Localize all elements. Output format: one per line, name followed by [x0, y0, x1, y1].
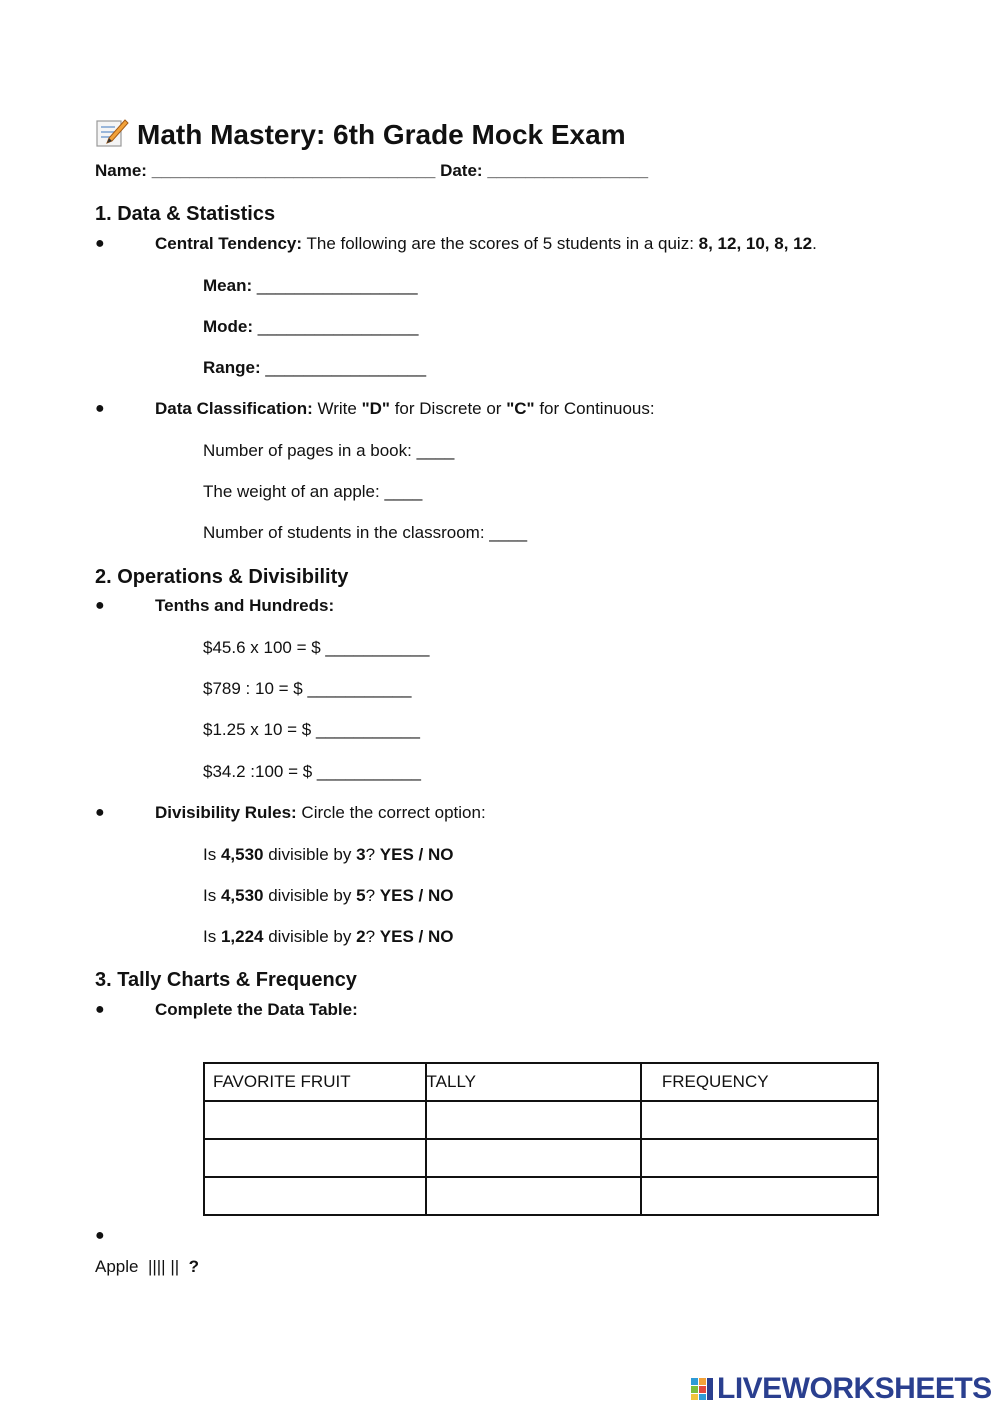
memo-icon — [95, 118, 129, 148]
table-instruction: Complete the Data Table: — [155, 1000, 358, 1019]
name-label: Name: — [95, 161, 147, 180]
table-cell[interactable] — [641, 1139, 878, 1177]
column-header-fruit: FAVORITE FRUIT — [204, 1063, 426, 1101]
table-cell[interactable] — [426, 1139, 641, 1177]
date-field[interactable]: _________________ — [487, 161, 649, 180]
table-cell[interactable] — [204, 1101, 426, 1139]
table-cell[interactable] — [426, 1177, 641, 1215]
divisibility-item[interactable]: Is 4,530 divisible by 3? YES / NO — [203, 845, 454, 864]
column-header-frequency: FREQUENCY — [641, 1063, 878, 1101]
tenths-hundreds-label: Tenths and Hundreds: — [155, 596, 335, 615]
table-row — [204, 1177, 878, 1215]
liveworksheets-logo-icon — [690, 1377, 714, 1401]
operation-item[interactable]: $789 : 10 = $ ___________ — [203, 679, 412, 698]
range-item[interactable]: Range: _________________ — [203, 358, 427, 377]
operation-item[interactable]: $34.2 :100 = $ ___________ — [203, 762, 421, 781]
central-tendency-question: Central Tendency: The following are the scores of 5 students in a quiz: 8, 12, 10, 8, 12. — [155, 234, 817, 253]
bullet: ● — [95, 400, 105, 417]
mean-item[interactable]: Mean: _________________ — [203, 276, 418, 295]
divisibility-question: Divisibility Rules: Circle the correct option: — [155, 803, 486, 822]
divisibility-item[interactable]: Is 4,530 divisible by 5? YES / NO — [203, 886, 454, 905]
data-classification-question: Data Classification: Write "D" for Discrete or "C" for Continuous: — [155, 399, 655, 418]
classification-item[interactable]: The weight of an apple: ____ — [203, 482, 423, 501]
section-2-heading: 2. Operations & Divisibility — [95, 566, 349, 588]
table-cell[interactable] — [426, 1101, 641, 1139]
table-row — [204, 1139, 878, 1177]
bullet: ● — [95, 235, 105, 252]
section-3-heading: 3. Tally Charts & Frequency — [95, 969, 357, 991]
operation-item[interactable]: $45.6 x 100 = $ ___________ — [203, 638, 430, 657]
tally-example: Apple |||| || ? — [95, 1257, 200, 1276]
table-header-row — [204, 1063, 878, 1101]
table-cell[interactable] — [641, 1177, 878, 1215]
fruit-frequency-table — [203, 1062, 879, 1216]
name-date-row — [95, 161, 648, 181]
bullet: ● — [95, 804, 105, 821]
name-field[interactable]: ______________________________ — [151, 161, 436, 180]
table-cell[interactable] — [204, 1139, 426, 1177]
classification-item[interactable]: Number of students in the classroom: ____ — [203, 523, 528, 542]
bullet: ● — [95, 1227, 105, 1244]
mode-item[interactable]: Mode: _________________ — [203, 317, 419, 336]
table-row — [204, 1101, 878, 1139]
bullet: ● — [95, 597, 105, 614]
table-cell[interactable] — [641, 1101, 878, 1139]
page-title: Math Mastery: 6th Grade Mock Exam — [95, 118, 626, 151]
date-label: Date: — [440, 161, 483, 180]
section-1-heading: 1. Data & Statistics — [95, 203, 276, 225]
column-header-tally: TALLY — [426, 1063, 641, 1101]
operation-item[interactable]: $1.25 x 10 = $ ___________ — [203, 720, 420, 739]
classification-item[interactable]: Number of pages in a book: ____ — [203, 441, 455, 460]
divisibility-item[interactable]: Is 1,224 divisible by 2? YES / NO — [203, 927, 454, 946]
liveworksheets-logo: LIVEWORKSHEETS — [690, 1372, 992, 1406]
bullet: ● — [95, 1001, 105, 1018]
table-cell[interactable] — [204, 1177, 426, 1215]
